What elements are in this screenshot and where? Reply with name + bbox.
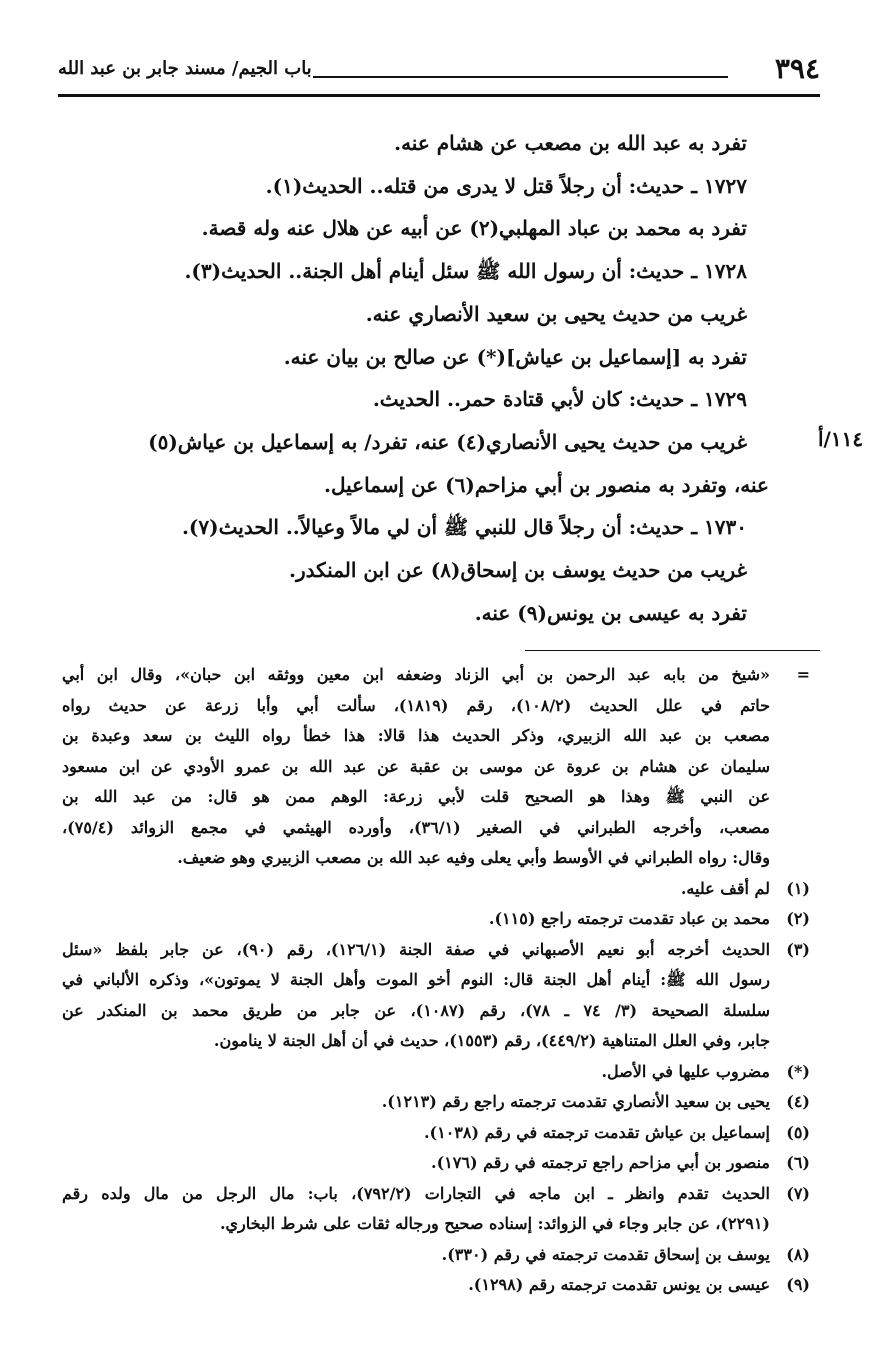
text-line: تفرد به محمد بن عباد المهلبي(٢) عن أبيه عن هلال عنه وله قصة. xyxy=(201,216,747,241)
footnote-2 xyxy=(62,904,810,935)
footnote-1 xyxy=(62,874,810,905)
footnote-line: (٢٢٩١)، عن جابر وجاء في الزوائد: إسناده صحيح ورجاله ثقات على شرط البخاري. xyxy=(219,1214,770,1233)
text-line: تفرد به [إسماعيل بن عياش](*) عن صالح بن بيان عنه. xyxy=(283,344,747,369)
footnote-marker: (١) xyxy=(786,878,810,898)
footnote-line: سلسلة الصحيحة (٣/ ٧٤ ـ ٧٨)، رقم (١٠٨٧)، عن جابر من طريق محمد بن المنكدر عن xyxy=(62,1000,770,1020)
footnote-line: محمد بن عباد تقدمت ترجمته راجع (١١٥). xyxy=(488,909,770,928)
page-header xyxy=(58,52,820,92)
text-line: غريب من حديث يحيى الأنصاري(٤) عنه، تفرد/ به إسماعيل بن عياش(٥) xyxy=(148,429,747,454)
footnote-8 xyxy=(62,1240,810,1271)
footnote-line: إسماعيل بن عياش تقدمت ترجمته في رقم (١٠٣٨). xyxy=(423,1122,770,1142)
footnote-line: «شيخ من بابه عبد الرحمن بن أبي الزناد وضعفه ابن معين ووثقه ابن حبان»، وقال ابن أبي xyxy=(62,665,770,684)
page-number: ٣٩٤ xyxy=(774,52,820,85)
hadith-1730-line: ١٧٣٠ ـ حديث: أن رجلاً قال للنبي ﷺ أن لي مالاً وعيالاً.. الحديث(٧). xyxy=(181,515,747,540)
footnote-line: مضروب عليها في الأصل. xyxy=(601,1061,770,1081)
footnote-continuation xyxy=(62,660,810,874)
footnote-5 xyxy=(62,1118,810,1149)
footnote-line: سليمان عن هشام بن عروة عن موسى بن عقبة عن عبد الله بن عمرو الأودي عن ابن مسعود xyxy=(62,756,770,776)
footnote-line: يحيى بن سعيد الأنصاري تقدمت ترجمته راجع رقم (١٢١٣). xyxy=(381,1092,770,1111)
footnote-3 xyxy=(62,935,810,1057)
header-rule xyxy=(58,94,820,97)
footnote-6 xyxy=(62,1148,810,1179)
footnote-4 xyxy=(62,1087,810,1118)
footnote-line: حاتم في علل الحديث (١٠٨/٢)، رقم (١٨١٩)، سألت أبي وأبا زرعة عن حديث رواه xyxy=(62,695,771,715)
footnote-line: مصعب، وأخرجه الطبراني في الصغير (٣٦/١)، وأورده الهيثمي في مجمع الزوائد (٧٥/٤)، xyxy=(62,817,770,837)
footnote-line: لم أقف عليه. xyxy=(680,878,770,898)
footnote-marker: (٣) xyxy=(786,939,810,959)
footnote-separator xyxy=(525,650,820,651)
footnote-line: جابر، وفي العلل المتناهية (٤٤٩/٢)، رقم (١٥٥٣)، حديث في أن أهل الجنة لا ينامون. xyxy=(213,1031,770,1050)
text-line: عنه، وتفرد به منصور بن أبي مزاحم(٦) عن إسماعيل. xyxy=(324,472,769,497)
manuscript-folio-ref: ١١٤/أ xyxy=(818,427,864,451)
header-dash xyxy=(313,76,728,78)
footnote-marker: (٦) xyxy=(786,1153,810,1172)
hadith-1728-line: ١٧٢٨ ـ حديث: أن رسول الله ﷺ سئل أينام أهل الجنة.. الحديث(٣). xyxy=(184,259,747,284)
footnote-line: مصعب بن عبد الله الزبيري، وذكر الحديث هذا قالا: هذا خطأ رواه الليث بن سعد وعبدة بن xyxy=(62,726,770,745)
footnote-marker: (*) xyxy=(786,1061,810,1081)
footnote-marker: (٢) xyxy=(786,909,810,928)
footnote-9 xyxy=(62,1270,810,1301)
footnote-7 xyxy=(62,1179,810,1240)
footnote-marker: (٩) xyxy=(786,1275,810,1294)
text-line: تفرد به عبد الله بن مصعب عن هشام عنه. xyxy=(394,131,747,155)
footnote-line: عيسى بن يونس تقدمت ترجمته رقم (١٢٩٨). xyxy=(468,1275,770,1294)
footnote-line: يوسف بن إسحاق تقدمت ترجمته في رقم (٣٣٠). xyxy=(441,1244,770,1264)
main-text xyxy=(89,122,769,634)
hadith-1727-line: ١٧٢٧ ـ حديث: أن رجلاً قتل لا يدرى من قتله.. الحديث(١). xyxy=(265,173,747,198)
text-line: غريب من حديث يحيى بن سعيد الأنصاري عنه. xyxy=(365,301,747,326)
footnote-marker: (٥) xyxy=(786,1122,810,1142)
footnote-line: منصور بن أبي مزاحم راجع ترجمته في رقم (١٧٦). xyxy=(431,1153,770,1172)
text-line: غريب من حديث يوسف بن إسحاق(٨) عن ابن المنكدر. xyxy=(289,558,747,583)
text-line: تفرد به عيسى بن يونس(٩) عنه. xyxy=(474,600,747,625)
footnote-marker: (٤) xyxy=(786,1092,810,1111)
running-title: باب الجيم/ مسند جابر بن عبد الله xyxy=(58,58,312,79)
footnote-line: عن النبي ﷺ وهذا هو الصحيح قلت لأبي زرعة: الوهم ممن هو قال: من عبد الله بن xyxy=(62,787,770,806)
footnote-line: الحديث أخرجه أبو نعيم الأصبهاني في صفة الجنة (١٢٦/١)، رقم (٩٠)، عن جابر بلفظ «سئل xyxy=(62,939,771,959)
footnote-marker: = xyxy=(796,665,810,684)
footnote-star xyxy=(62,1057,810,1088)
footnote-marker: (٧) xyxy=(786,1183,810,1203)
footnote-marker: (٨) xyxy=(786,1244,810,1264)
footnote-line: رسول الله ﷺ: أينام أهل الجنة قال: النوم أخو الموت وأهل الجنة لا يموتون»، وذكره الألباني في xyxy=(62,970,770,989)
footnote-line: وقال: رواه الطبراني في الأوسط وأبي يعلى وفيه عبد الله بن مصعب الزبيري وهو ضعيف. xyxy=(177,848,770,867)
hadith-1729-line: ١٧٢٩ ـ حديث: كان لأبي قتادة حمر.. الحديث. xyxy=(372,387,747,412)
footnote-line: الحديث تقدم وانظر ـ ابن ماجه في التجارات (٧٩٢/٢)، باب: مال الرجل من مال ولده رقم xyxy=(62,1183,770,1203)
footnotes xyxy=(62,660,810,1301)
